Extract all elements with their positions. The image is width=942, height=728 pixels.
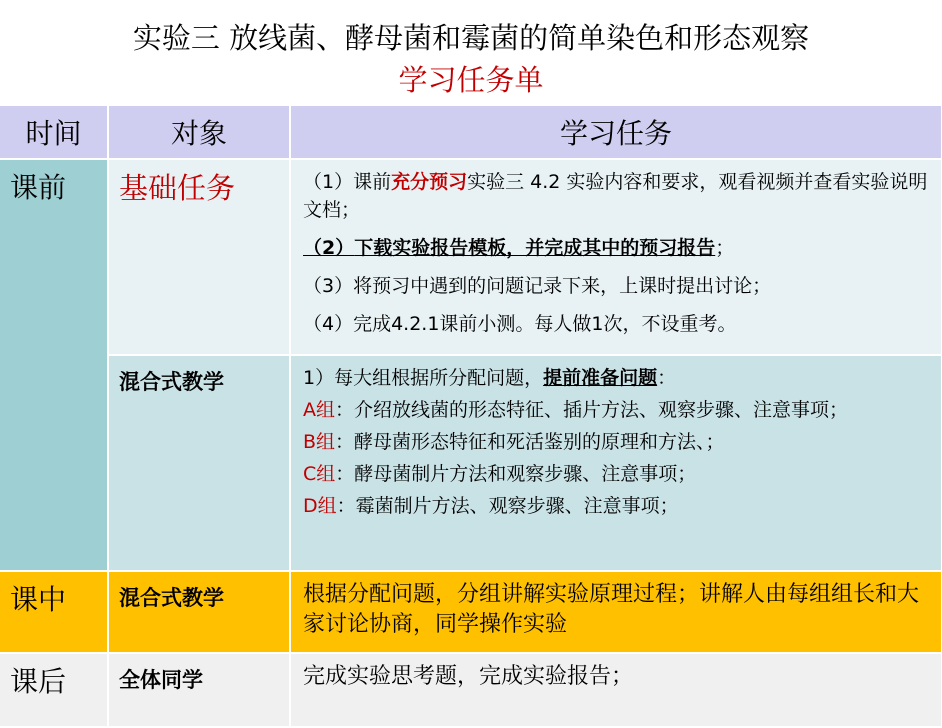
mixed-intro: 1）每大组根据所分配问题，提前准备问题： [303, 367, 677, 389]
group-a: A组：介绍放线菌的形态特征、插片方法、观察步骤、注意事项； [303, 399, 849, 421]
basic-item-2: （2）下载实验报告模板，并完成其中的预习报告； [303, 237, 735, 259]
task-during-class: 根据分配问题，分组讲解实验原理过程；讲解人由每组组长和大家讨论协商，同学操作实验 [290, 571, 942, 653]
header-task: 学习任务 [290, 105, 942, 159]
time-after-class: 课后 [0, 653, 108, 727]
object-all-students: 全体同学 [108, 653, 290, 727]
group-c: C组：酵母菌制片方法和观察步骤、注意事项； [303, 463, 697, 485]
group-d: D组：霉菌制片方法、观察步骤、注意事项； [303, 495, 679, 517]
row-after-class [0, 653, 942, 727]
object-mixed-teaching-during: 混合式教学 [108, 571, 290, 653]
page-subtitle: 学习任务单 [398, 63, 544, 97]
task-after-class: 完成实验思考题，完成实验报告； [290, 653, 942, 727]
basic-item-1: （1）课前充分预习实验三 4.2 实验内容和要求，观看视频并查看实验说明文档； [303, 171, 928, 221]
header-object: 对象 [108, 105, 290, 159]
basic-item-3: （3）将预习中遇到的问题记录下来，上课时提出讨论； [303, 275, 772, 297]
header-time: 时间 [0, 105, 108, 159]
header-row [0, 105, 942, 159]
row-before-mixed [0, 355, 942, 571]
row-before-basic [0, 159, 942, 355]
task-mixed-before [290, 355, 942, 571]
group-b: B组：酵母菌形态特征和死活鉴别的原理和方法、； [303, 431, 725, 453]
time-before-class: 课前 [0, 159, 108, 571]
object-basic-task: 基础任务 [108, 159, 290, 355]
basic-item-4: （4）完成4.2.1课前小测。每人做1次，不设重考。 [303, 313, 737, 335]
task-table [0, 104, 942, 728]
task-basic [290, 159, 942, 355]
page-title: 实验三 放线菌、酵母菌和霉菌的简单染色和形态观察 [132, 21, 810, 55]
time-during-class: 课中 [0, 571, 108, 653]
row-during-class [0, 571, 942, 653]
object-mixed-teaching-before: 混合式教学 [108, 355, 290, 571]
